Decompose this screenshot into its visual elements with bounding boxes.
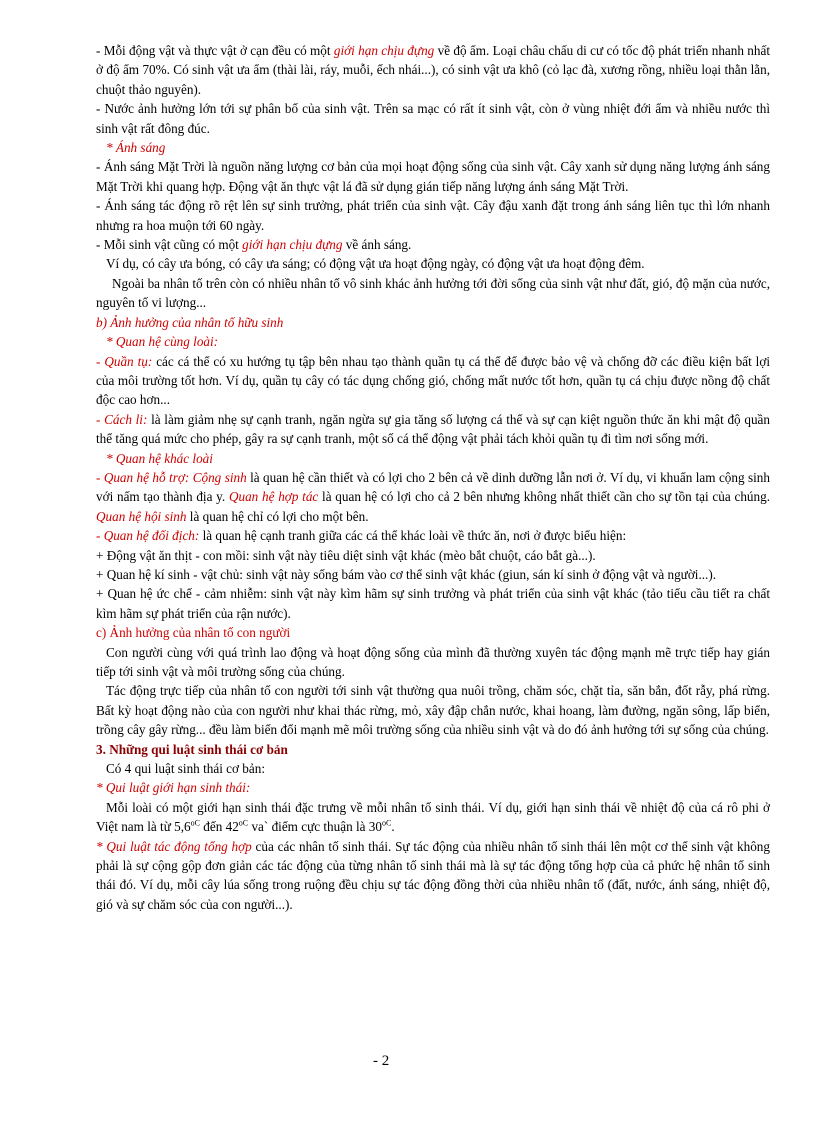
paragraph: - Nước ảnh hưởng lớn tới sự phân bố của sinh vật. Trên sa mạc có rất ít sinh vật, còn ở vùng nhiệt đới ẩm và nhiều nước thì sinh vật rất đông đúc.: [96, 101, 770, 136]
subheading-cung-loai: * Quan hệ cùng loài:: [106, 334, 219, 350]
subheading-anh-sang: * Ánh sáng: [106, 140, 166, 156]
term: - Quan hệ đối địch:: [96, 528, 200, 544]
document-body: [96, 41, 770, 914]
paragraph: - Mỗi sinh vật cũng có một giới hạn chịu đựng về ánh sáng.: [96, 237, 412, 253]
list-item: + Quan hệ ức chế - cảm nhiễm: sinh vật này kìm hãm sự sinh trưởng và phát triển của sinh vật khác (tảo tiểu cầu tiết ra chất kìm hãm sự phát triển của rận nước).: [96, 586, 770, 621]
section-heading-b: b) Ảnh hưởng của nhân tố hữu sinh: [96, 314, 284, 330]
paragraph: * Qui luật tác động tổng hợp của các nhân tố sinh thái. Sự tác động của nhiều nhân tố sinh thái lên một cơ thể sinh vật không phải là sự cộng gộp đơn giản các tác động của từng nhân tố sinh thái mà là sự tác động tổng hợp của cả phức hệ nhân tố sinh thái đó. Ví dụ, mỗi cây lúa sống trong ruộng đều chịu sự tác động đồng thời của nhiều nhân tố (đất, nước, ánh sáng, nhiệt độ, gió và sự chăm sóc của con người...).: [96, 838, 770, 912]
paragraph: - Quan hệ hỗ trợ: Cộng sinh là quan hệ cần thiết và có lợi cho 2 bên cả về dinh dưỡng lẫn nơi ở. Ví dụ, vi khuẩn lam cộng sinh với nấm tạo thành địa y. Quan hệ hợp tác là quan hệ có lợi cho cả 2 bên nhưng không nhất thiết cần cho sự tồn tại của chúng. Quan hệ hội sinh là quan hệ chỉ có lợi cho một bên.: [96, 469, 770, 524]
emphasis: giới hạn chịu đựng: [333, 43, 435, 58]
term: - Quan hệ hỗ trợ: Cộng sinh: [96, 469, 247, 485]
list-item: + Động vật ăn thịt - con mồi: sinh vật này tiêu diệt sinh vật khác (mèo bắt chuột, cáo bắt gà...).: [96, 547, 596, 563]
paragraph: Ví dụ, có cây ưa bóng, có cây ưa sáng; có động vật ưa hoạt động ngày, có động vật ưa hoạt động đêm.: [106, 256, 645, 272]
term: - Cách li:: [96, 411, 148, 427]
page-number: - 2: [373, 1053, 390, 1069]
term: Quan hệ hội sinh: [96, 508, 187, 524]
paragraph: Ngoài ba nhân tố trên còn có nhiều nhân tố vô sinh khác ảnh hưởng tới đời sống của sinh vật như đất, gió, độ mặn của nước, nguyên tố vi lượng...: [96, 275, 770, 311]
paragraph: - Quan hệ đối địch: là quan hệ cạnh tranh giữa các cá thể khác loài về thức ăn, nơi ở được biểu hiện:: [96, 528, 627, 544]
subheading-gioi-han: * Qui luật giới hạn sinh thái:: [96, 780, 251, 796]
paragraph: - Cách li: là làm giảm nhẹ sự cạnh tranh, ngăn ngừa sự gia tăng số lượng cá thể và sự cạn kiệt nguồn thức ăn khi mật độ quần thể tăng quá mức cho phép, gây ra sự cạnh tranh, một số cá thể động vật phải tách khỏi quần tụ đi tìm nơi sống mới.: [96, 411, 770, 447]
paragraph: Mỗi loài có một giới hạn sinh thái đặc trưng về mỗi nhân tố sinh thái. Ví dụ, giới hạn sinh thái về nhiệt độ của cá rô phi ở Việt nam là từ $5,6^{oC}$ đến $42^{oC}$ va` điểm cực thuận là $30^{oC}$.: [96, 799, 770, 835]
paragraph: - Quần tụ: các cá thể có xu hướng tụ tập bên nhau tạo thành quần tụ cá thể để được bảo vệ và chống đỡ các điều kiện bất lợi của môi trường tốt hơn. Ví dụ, quần tụ cây có tác dụng chống gió, chống mất nước tốt hơn, quần tụ cá chịu được nồng độ chất độc cao hơn...: [96, 353, 770, 408]
term: Quan hệ hợp tác: [228, 489, 319, 505]
list-item: + Quan hệ kí sinh - vật chủ: sinh vật này sống bám vào cơ thể sinh vật khác (giun, sán kí sinh ở động vật và người...).: [96, 566, 717, 582]
paragraph: Có 4 qui luật sinh thái cơ bản:: [106, 761, 265, 777]
term: - Quần tụ:: [96, 353, 153, 369]
paragraph: - Ánh sáng tác động rõ rệt lên sự sinh trưởng, phát triển của sinh vật. Cây đậu xanh đặt trong ánh sáng liên tục thì lớn nhanh nhưng ra hoa muộn tới 60 ngày.: [96, 198, 770, 233]
emphasis: giới hạn chịu đựng: [242, 237, 343, 253]
section-heading-3: 3. Những qui luật sinh thái cơ bản: [96, 741, 288, 757]
paragraph: - Mỗi động vật và thực vật ở cạn đều có một giới hạn chịu đựng về độ ẩm. Loại châu chấu di cư có tốc độ phát triển nhanh nhất ở độ ẩm 70%. Có sinh vật ưa ẩm (thài lài, ráy, muỗi, ếch nhái...), có sinh vật ưa khô (cỏ lạc đà, xương rồng, nhiều loại thằn lằn, chuột thảo nguyên).: [96, 43, 770, 97]
paragraph: - Ánh sáng Mặt Trời là nguồn năng lượng cơ bản của mọi hoạt động sống của sinh vật. Cây xanh sử dụng năng lượng ánh sáng Mặt Trời khi quang hợp. Động vật ăn thực vật lá đã sử dụng gián tiếp năng lượng ánh sáng Mặt Trời.: [96, 159, 770, 194]
subheading-khac-loai: * Quan hệ khác loài: [106, 450, 213, 466]
paragraph: Con người cùng với quá trình lao động và hoạt động sống của mình đã thường xuyên tác động mạnh mẽ trực tiếp hay gián tiếp tới sinh vật và môi trường sống của chúng.: [96, 644, 770, 679]
section-heading-c: c) Ảnh hưởng của nhân tố con người: [96, 625, 291, 641]
paragraph: Tác động trực tiếp của nhân tố con người tới sinh vật thường qua nuôi trồng, chăm sóc, chặt tỉa, săn bắn, đốt rẫy, phá rừng. Bất kỳ hoạt động nào của con người như khai thác rừng, mỏ, xây đập chắn nước, khai hoang, làm đường, ngăn sông, lấp biển, trồng cây gây rừng... đều làm biến đổi mạnh mẽ môi trường sống của nhiều sinh vật và do đó ảnh hưởng tới sự sống của chúng.: [96, 683, 770, 738]
term: * Qui luật tác động tổng hợp: [96, 838, 252, 854]
